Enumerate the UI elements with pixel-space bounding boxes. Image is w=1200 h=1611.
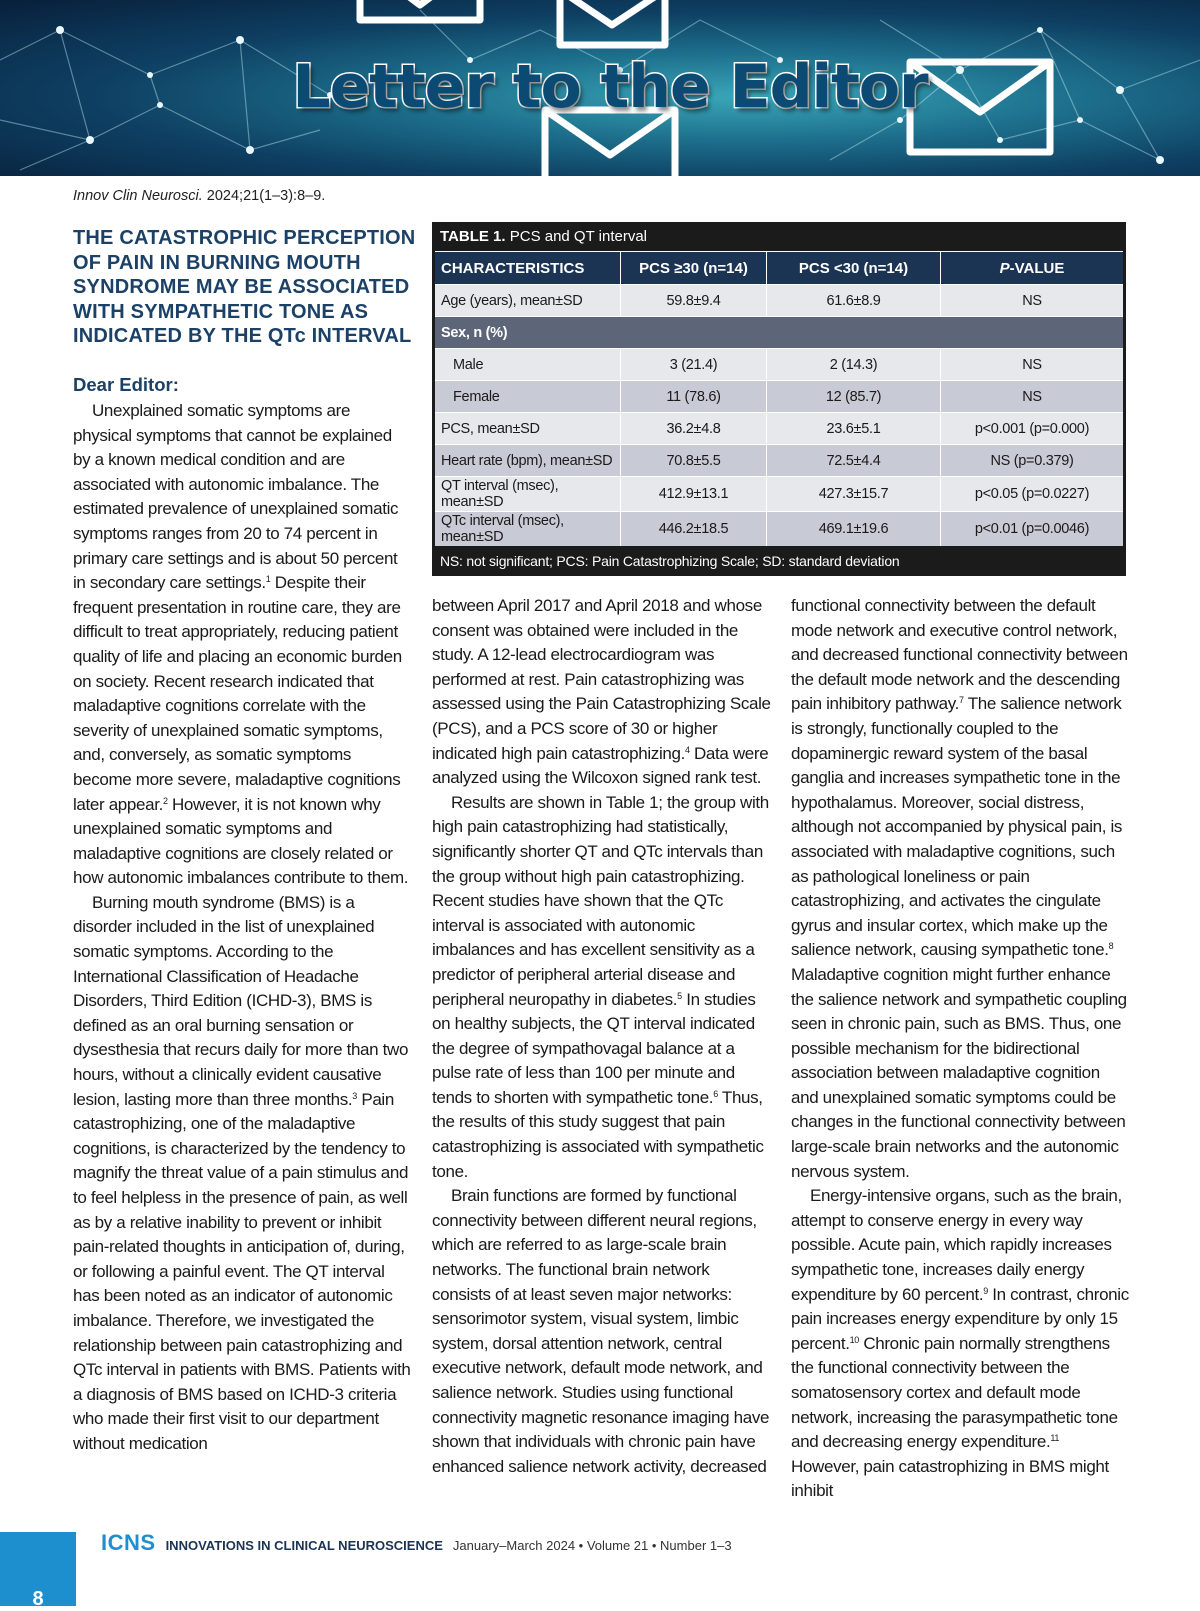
- paragraph: Energy-intensive organs, such as the brain, attempt to conserve energy in every way possible. Acute pain, which rapidly increases sympathetic tone, increases daily energy expenditure by 60 percent.$^9$ In contrast, chronic pain increases energy expenditure by only 15 percent.$^{10}$ Chronic pain normally strengthens the functional connectivity between the somatosensory cortex and default mode network, increasing the parasympathetic tone and decreasing energy expenditure.$^{11}$ However, pain catastrophizing in BMS might inhibit: [791, 1186, 1129, 1501]
- salutation: Dear Editor:: [73, 374, 179, 395]
- paragraph: between April 2017 and April 2018 and whose consent was obtained were included in the study. A 12-lead electrocardiogram was performed at rest. Pain catastrophizing was assessed using the Pain Catastrophizing Scale (PCS), and a PCS score of 30 or higher indicated high pain catastrophizing.$^4$ Data were analyzed using the Wilcoxon signed rank test.: [432, 596, 771, 788]
- table-row: Male 3 (21.4) 2 (14.3) NS: [435, 348, 1123, 380]
- citation: [73, 188, 325, 204]
- journal-logo: ICNS: [101, 1530, 156, 1555]
- journal-name: INNOVATIONS IN CLINICAL NEUROSCIENCE: [165, 1538, 443, 1553]
- header-p-value: P-VALUE: [941, 251, 1123, 284]
- header-banner: [0, 0, 1200, 176]
- banner-title: Letter to the Editor: [292, 52, 928, 122]
- body-column-3: [791, 594, 1131, 1504]
- citation-journal: Innov Clin Neurosci.: [73, 188, 203, 204]
- article-title: THE CATASTROPHIC PERCEPTION OF PAIN IN BURNING MOUTH SYNDROME MAY BE ASSOCIATED WITH SYMPATHETIC TONE AS INDICATED BY THE QTc INTERVAL: [73, 227, 416, 347]
- footer: [101, 1530, 732, 1556]
- paragraph: Burning mouth syndrome (BMS) is a disorder included in the list of unexplained somatic symptoms. According to the International Classification of Headache Disorders, Third Edition (ICHD-3), BMS is defined as an oral burning sensation or dysesthesia that recurs daily for more than two hours, without a clinically evident causative lesion, lasting more than three months.$^3$ Pain catastrophizing, one of the maladaptive cognitions, is characterized by the tendency to magnify the threat value of a pain stimulus and to feel helpless in the presence of pain, as well as by a relative inability to prevent or inhibit pain-related thoughts in anticipation of, during, or following a painful event. The QT interval has been noted as an indicator of autonomic imbalance. Therefore, we investigated the relationship between pain catastrophizing and QTc interval in patients with BMS. Patients with a diagnosis of BMS based on ICHD-3 criteria who made their first visit to our department without medication: [73, 892, 411, 1453]
- table-group-row: Sex, n (%): [435, 316, 1123, 348]
- journal-issue: January–March 2024 • Volume 21 • Number 1–3: [452, 1538, 732, 1553]
- body-column-2: [432, 594, 772, 1479]
- header-pcs-high: PCS ≥30 (n=14): [621, 251, 767, 284]
- table-row: PCS, mean±SD 36.2±4.8 23.6±5.1 p<0.001 (p=0.000): [435, 412, 1123, 444]
- table-footnote: NS: not significant; PCS: Pain Catastrophizing Scale; SD: standard deviation: [440, 553, 900, 569]
- body-column-1: [73, 399, 413, 1457]
- citation-details: 2024;21(1–3):8–9.: [202, 188, 326, 204]
- table-caption: TABLE 1. PCS and QT interval: [440, 228, 648, 245]
- header-pcs-low: PCS <30 (n=14): [767, 251, 941, 284]
- table-row: Female 11 (78.6) 12 (85.7) NS: [435, 380, 1123, 412]
- data-table: [432, 222, 1126, 576]
- header-characteristics: CHARACTERISTICS: [435, 251, 621, 284]
- paragraph: functional connectivity between the default mode network and executive control network, and decreased functional connectivity between the default mode network and the descending pain inhibitory pathway.$^7$ The salience network is strongly, functionally coupled to the dopaminergic reward system of the basal ganglia and increases sympathetic tone in the hypothalamus. Moreover, social distress, although not accompanied by physical pain, is associated with maladaptive cognitions, such as pathological loneliness or pain catastrophizing, and activates the cingulate gyrus and insular cortex, which make up the salience network, causing sympathetic tone.$^8$ Maladaptive cognition might further enhance the salience network and sympathetic coupling seen in chronic pain, such as BMS. Thus, one possible mechanism for the bidirectional association between maladaptive cognition and unexplained somatic symptoms could be changes in the functional connectivity between large-scale brain networks and the autonomic nervous system.: [791, 596, 1128, 1181]
- paragraph: Results are shown in Table 1; the group with high pain catastrophizing had statistically, significantly shorter QT and QTc intervals than the group without high pain catastrophizing. Recent studies have shown that the QTc interval is associated with autonomic imbalances and has excellent sensitivity as a predictor of peripheral arterial disease and peripheral neuropathy in diabetes.$^5$ In studies on healthy subjects, the QT interval indicated the degree of sympathovagal balance at a pulse rate of less than 100 per minute and tends to shorten with sympathetic tone.$^6$ Thus, the results of this study suggest that pain catastrophizing is associated with sympathetic tone.: [432, 792, 769, 1181]
- table-row: QT interval (msec), mean±SD 412.9±13.1 427.3±15.7 p<0.05 (p=0.0227): [435, 476, 1123, 511]
- table-header-row: [435, 251, 1123, 284]
- paragraph: Unexplained somatic symptoms are physical symptoms that cannot be explained by a known medical condition and are associated with autonomic imbalance. The estimated prevalence of unexplained somatic symptoms ranges from 20 to 74 percent in primary care settings and is about 50 percent in secondary care settings.$^1$ Despite their frequent presentation in routine care, they are difficult to treat appropriately, reducing patient quality of life and placing an economic burden on society. Recent research indicated that maladaptive cognitions correlate with the severity of unexplained somatic symptoms, and, conversely, as somatic symptoms become more severe, maladaptive cognitions later appear.$^2$ However, it is not known why unexplained somatic symptoms and maladaptive cognitions are closely related or how autonomic imbalances contribute to them.: [73, 401, 409, 888]
- paragraph: Brain functions are formed by functional connectivity between different neural regions, which are referred to as large-scale brain networks. The functional brain network consists of at least seven major networks: sensorimotor system, visual system, limbic system, dorsal attention network, central executive network, default mode network, and salience network. Studies using functional connectivity magnetic resonance imaging have shown that individuals with chronic pain have enhanced salience network activity, decreased: [432, 1186, 770, 1476]
- table-row: Age (years), mean±SD 59.8±9.4 61.6±8.9 NS: [435, 284, 1123, 316]
- table-row: Heart rate (bpm), mean±SD 70.8±5.5 72.5±4.4 NS (p=0.379): [435, 444, 1123, 476]
- table-row: QTc interval (msec), mean±SD 446.2±18.5 469.1±19.6 p<0.01 (p=0.0046): [435, 511, 1123, 546]
- page-number: 8: [32, 1588, 44, 1610]
